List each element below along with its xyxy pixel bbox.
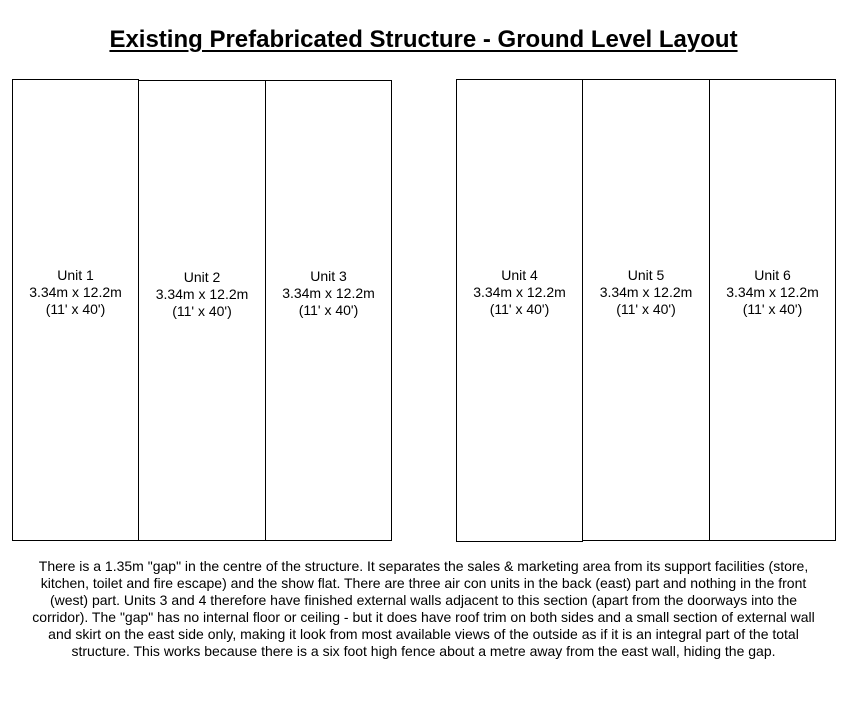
unit-3-metric: 3.34m x 12.2m — [282, 284, 375, 301]
unit-5-metric: 3.34m x 12.2m — [599, 283, 693, 300]
unit-1-metric: 3.34m x 12.2m — [29, 283, 122, 300]
unit-5-label — [600, 267, 693, 318]
unit-1-label — [29, 267, 122, 318]
unit-1-box — [12, 79, 139, 541]
unit-6-name: Unit 6 — [754, 266, 791, 283]
unit-5-name: Unit 5 — [627, 266, 665, 283]
unit-4-box — [456, 79, 583, 542]
unit-5-box — [582, 79, 710, 541]
unit-3-name: Unit 3 — [310, 267, 347, 284]
unit-6-box — [709, 79, 836, 541]
unit-6-label — [726, 267, 819, 318]
unit-3-box — [265, 80, 392, 541]
unit-2-metric: 3.34m x 12.2m — [155, 285, 249, 302]
unit-6-imperial: (11' x 40') — [742, 300, 803, 317]
unit-2-label — [156, 269, 249, 320]
unit-4-name: Unit 4 — [501, 267, 538, 283]
unit-2-imperial: (11' x 40') — [172, 302, 232, 319]
unit-4-imperial: (11' x 40') — [489, 301, 550, 317]
unit-5-imperial: (11' x 40') — [616, 300, 676, 317]
unit-1-imperial: (11' x 40') — [45, 300, 106, 317]
unit-3-imperial: (11' x 40') — [298, 301, 359, 318]
description-text: There is a 1.35m "gap" in the centre of the structure. It separates the sales & marketing area from its support facilities (store, kitchen, toilet and fire escape) and the show flat. There are three air con units in the back (east) part and nothing in the front (west) part. Units 3 and 4 therefore have finished external walls adjacent to this section (apart from the doorways into the corridor). The "gap" has no internal floor or ceiling - but it does have roof trim on both sides and a small section of external wall and skirt on the east side only, making it look from most available views of the outside as if it is an integral part of the total structure. This works because there is a six foot high fence about a metre away from the east wall, hiding the gap. — [32, 558, 815, 659]
unit-4-metric: 3.34m x 12.2m — [473, 284, 566, 300]
unit-4-label — [473, 267, 566, 318]
unit-2-box — [138, 80, 266, 541]
unit-6-metric: 3.34m x 12.2m — [726, 283, 819, 300]
unit-1-name: Unit 1 — [57, 266, 94, 283]
page-title: Existing Prefabricated Structure - Ground Level Layout — [109, 26, 738, 53]
unit-3-label — [282, 268, 375, 319]
unit-2-name: Unit 2 — [183, 268, 221, 285]
